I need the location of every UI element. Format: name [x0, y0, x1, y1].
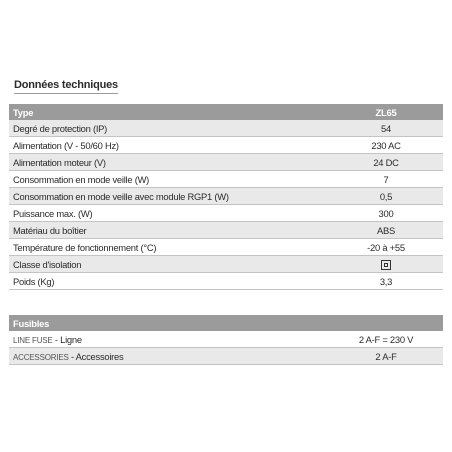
row-value: 2 A-F = 230 V [329, 331, 443, 348]
row-label: Alimentation (V - 50/60 Hz) [9, 137, 329, 154]
row-value: 300 [329, 205, 443, 222]
row-label: Consommation en mode veille (W) [9, 171, 329, 188]
row-label: Classe d'isolation [9, 256, 329, 273]
table-row [9, 171, 443, 188]
table-row [9, 273, 443, 290]
table-header-row [9, 104, 443, 120]
fuse-code: ACCESSORIES [13, 352, 69, 362]
fuse-code: LINE FUSE [13, 335, 53, 345]
row-value: 2 A-F [329, 348, 443, 365]
row-value [329, 256, 443, 273]
table-row [9, 188, 443, 205]
row-label: LINE FUSE - Ligne [9, 331, 329, 348]
row-value: ABS [329, 222, 443, 239]
row-value: -20 à +55 [329, 239, 443, 256]
table-row [9, 222, 443, 239]
row-label: Puissance max. (W) [9, 205, 329, 222]
table-header-row [9, 315, 443, 331]
table-row [9, 348, 443, 365]
row-value: 24 DC [329, 154, 443, 171]
table-row [9, 256, 443, 273]
technical-data-table [9, 104, 443, 290]
section-title: Données techniques [14, 79, 118, 94]
row-label: Consommation en mode veille avec module RGP1 (W) [9, 188, 329, 205]
fuses-header: Fusibles [9, 315, 443, 331]
table-row [9, 120, 443, 137]
row-value: 3,3 [329, 273, 443, 290]
row-label: Degré de protection (IP) [9, 120, 329, 137]
row-value: 54 [329, 120, 443, 137]
fuses-table [9, 315, 443, 365]
row-value: 7 [329, 171, 443, 188]
table-row [9, 331, 443, 348]
table-row [9, 205, 443, 222]
table-row [9, 154, 443, 171]
row-value: 0,5 [329, 188, 443, 205]
model-header: ZL65 [329, 104, 443, 120]
row-label: Matériau du boîtier [9, 222, 329, 239]
table-row [9, 137, 443, 154]
row-label: Poids (Kg) [9, 273, 329, 290]
fuse-name: Ligne [60, 333, 82, 345]
row-label: Température de fonctionnement (°C) [9, 239, 329, 256]
row-label: ACCESSORIES - Accessoires [9, 348, 329, 365]
type-header: Type [9, 104, 329, 120]
row-value: 230 AC [329, 137, 443, 154]
table-row [9, 239, 443, 256]
double-insulation-icon [381, 260, 391, 270]
row-label: Alimentation moteur (V) [9, 154, 329, 171]
fuse-name: Accessoires [75, 350, 124, 362]
